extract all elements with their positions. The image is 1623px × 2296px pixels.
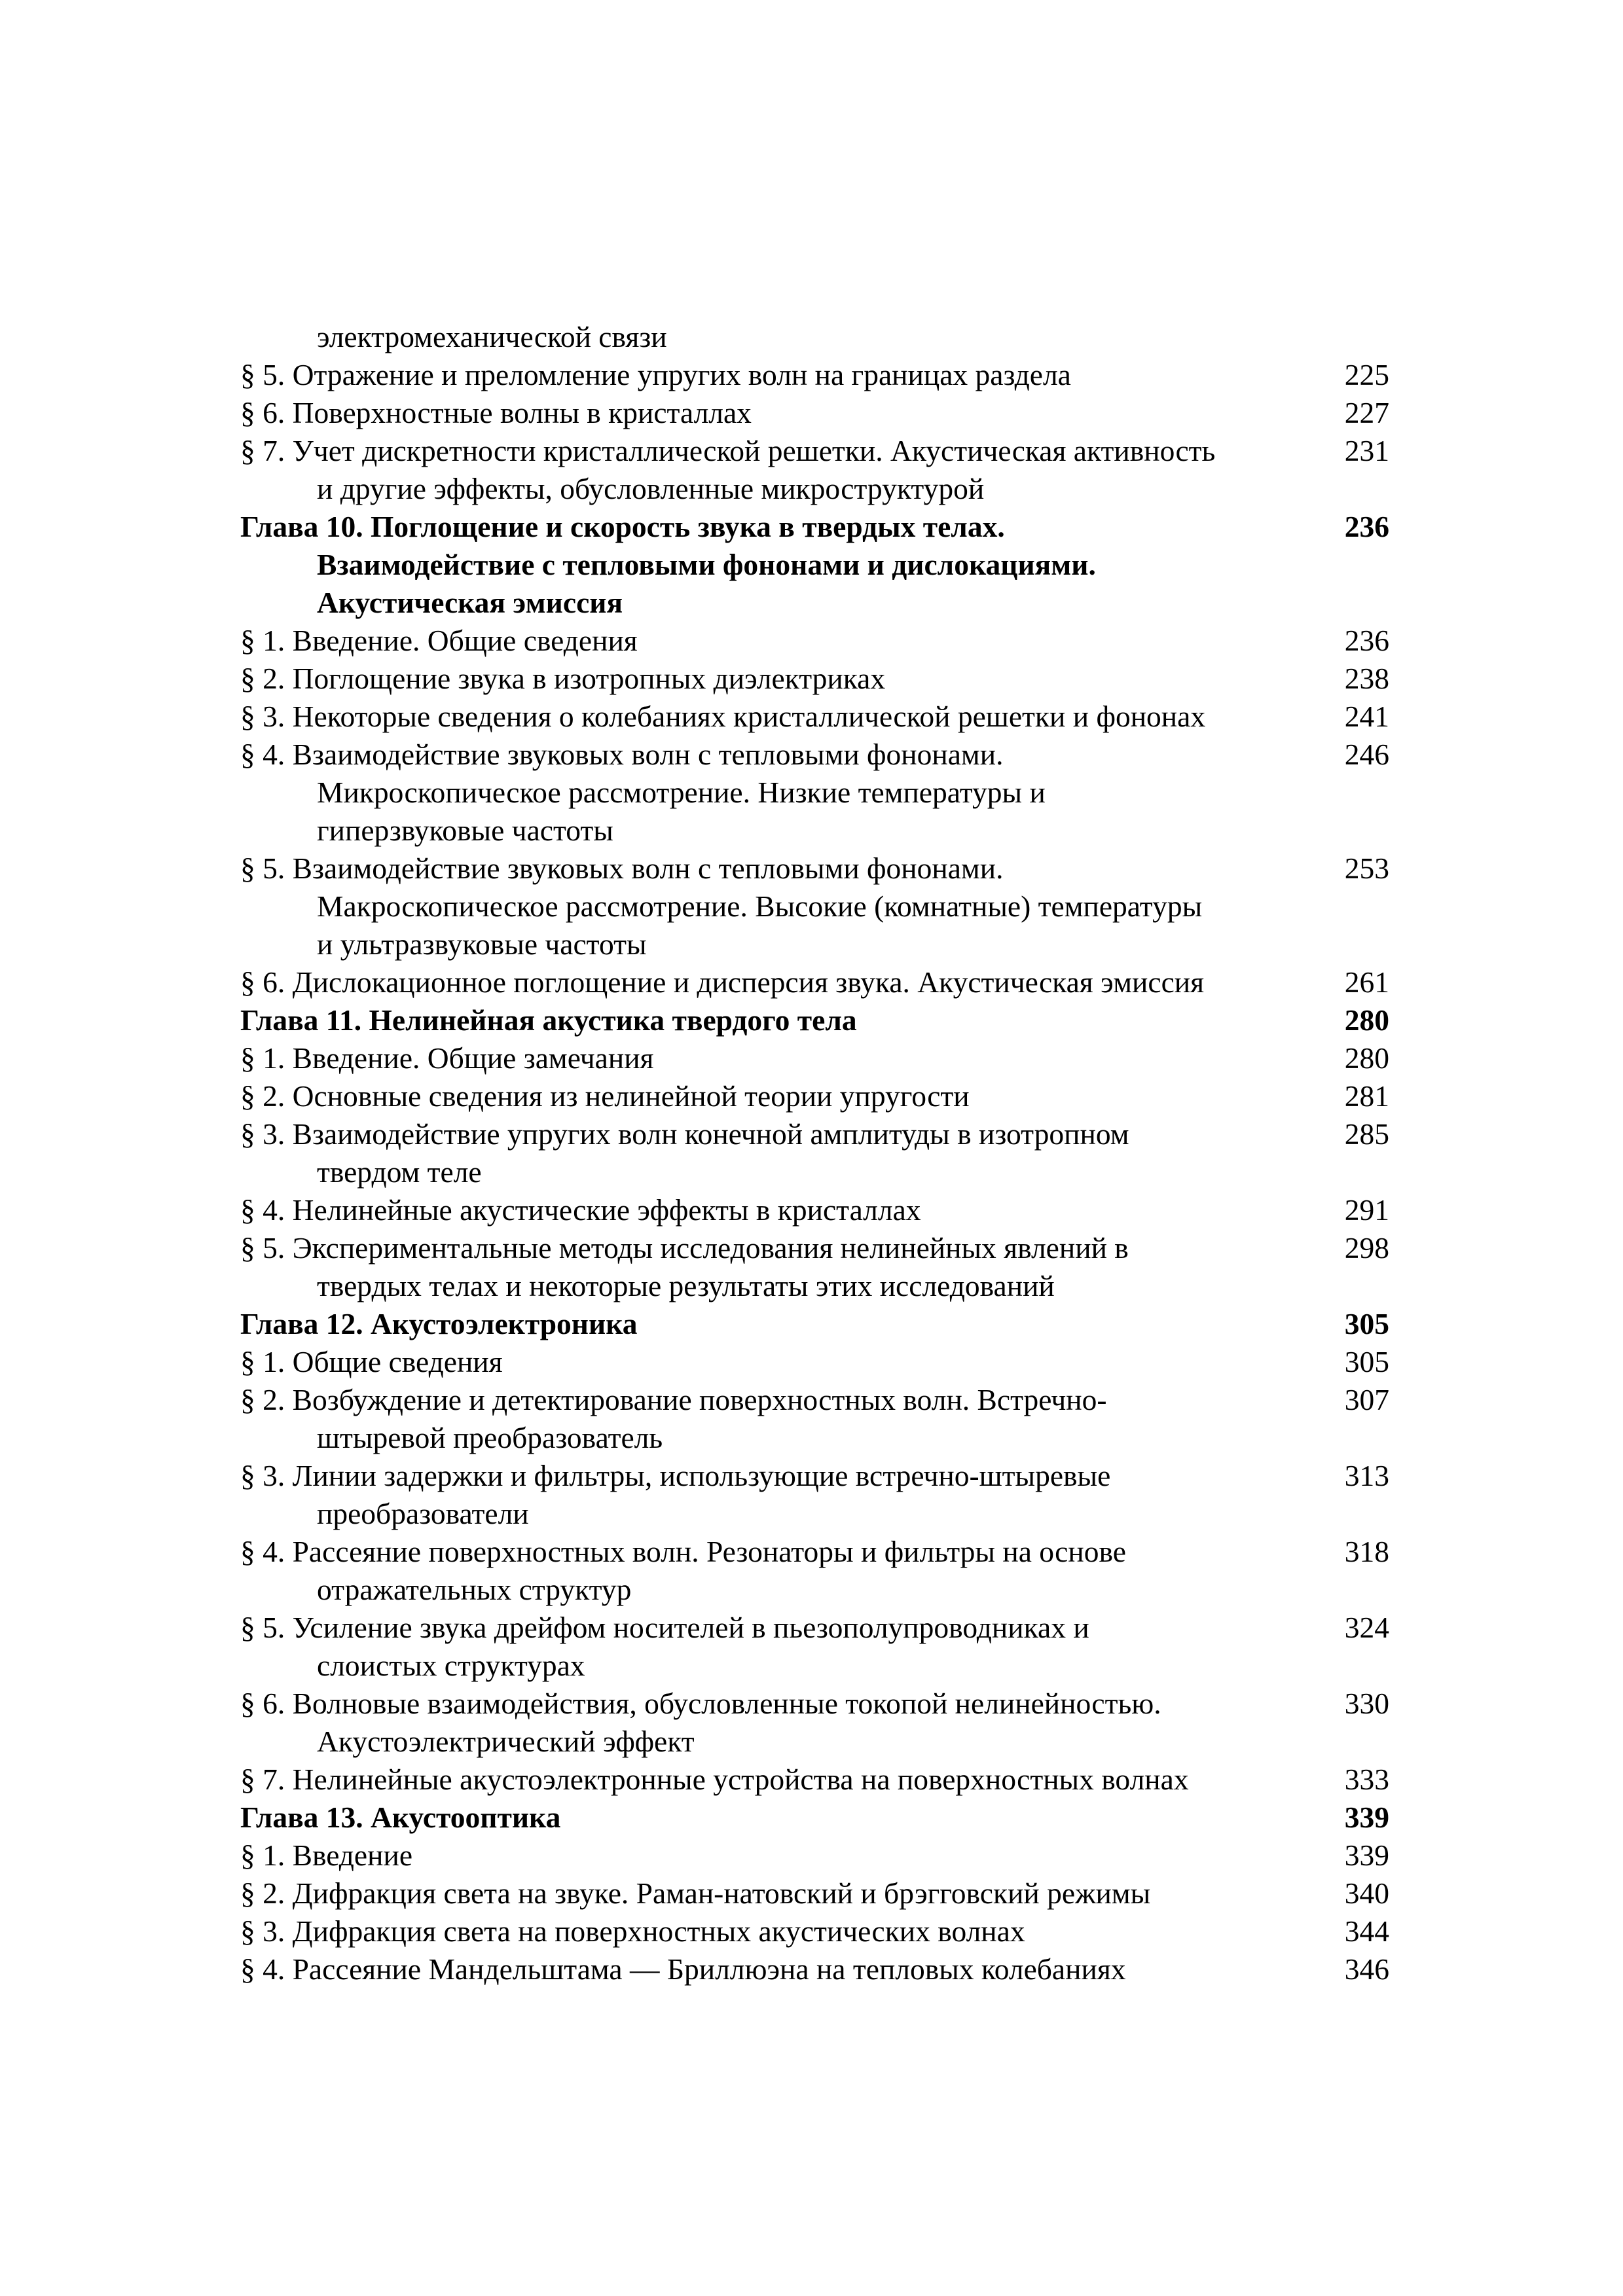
page-number: 236 bbox=[1344, 624, 1389, 657]
entry-title-continuation: твердых телах и некоторые результаты этих исследований bbox=[317, 1269, 1055, 1302]
entry-title: § 4. Рассеяние Мандельштама — Бриллюэна на тепловых колебаниях bbox=[240, 1952, 1126, 1986]
section-entry bbox=[240, 356, 1389, 394]
entry-title: § 1. Введение. Общие сведения bbox=[240, 624, 638, 657]
entry-title-continuation: Акустическая эмиссия bbox=[317, 586, 623, 619]
page-number: 253 bbox=[1344, 852, 1389, 885]
entry-title: § 3. Дифракция света на поверхностных акустических волнах bbox=[240, 1914, 1025, 1948]
section-entry bbox=[240, 1685, 1389, 1761]
entry-title: § 6. Поверхностные волны в кристаллах bbox=[240, 396, 752, 429]
page-number: 339 bbox=[1344, 1801, 1389, 1834]
entry-title-continuation: Акустоэлектрический эффект bbox=[317, 1725, 695, 1758]
page-number: 339 bbox=[1344, 1839, 1389, 1872]
page-number: 313 bbox=[1344, 1459, 1389, 1492]
page-number: 280 bbox=[1344, 1041, 1389, 1075]
page-number: 318 bbox=[1344, 1535, 1389, 1568]
page-number: 285 bbox=[1344, 1117, 1389, 1151]
entry-title: § 5. Экспериментальные методы исследования нелинейных явлений в bbox=[240, 1231, 1129, 1265]
entry-title: § 6. Дислокационное поглощение и дисперсия звука. Акустическая эмиссия bbox=[240, 965, 1205, 999]
page-number: 305 bbox=[1344, 1307, 1389, 1340]
section-entry bbox=[240, 1950, 1389, 1988]
page-number: 330 bbox=[1344, 1687, 1389, 1720]
page-number: 305 bbox=[1344, 1345, 1389, 1378]
page-number: 241 bbox=[1344, 700, 1389, 733]
page-number: 307 bbox=[1344, 1383, 1389, 1416]
page-number: 280 bbox=[1344, 1003, 1389, 1037]
section-entry bbox=[240, 1039, 1389, 1077]
entry-title: § 3. Некоторые сведения о колебаниях кристаллической решетки и фононах bbox=[240, 700, 1206, 733]
section-entry bbox=[240, 622, 1389, 660]
section-entry bbox=[240, 1761, 1389, 1799]
table-of-contents bbox=[240, 318, 1389, 1988]
page-number: 281 bbox=[1344, 1079, 1389, 1113]
page-number: 291 bbox=[1344, 1193, 1389, 1227]
entry-title: § 4. Рассеяние поверхностных волн. Резонаторы и фильтры на основе bbox=[240, 1535, 1126, 1568]
entry-title: § 2. Возбуждение и детектирование поверхностных волн. Встречно- bbox=[240, 1383, 1107, 1416]
entry-title: § 5. Отражение и преломление упругих волн на границах раздела bbox=[240, 358, 1071, 391]
page-number: 261 bbox=[1344, 965, 1389, 999]
entry-title: § 7. Нелинейные акустоэлектронные устройства на поверхностных волнах bbox=[240, 1763, 1189, 1796]
page-number: 238 bbox=[1344, 662, 1389, 695]
entry-title: § 6. Волновые взаимодействия, обусловленные токопой нелинейностью. bbox=[240, 1687, 1161, 1720]
section-entry bbox=[240, 1343, 1389, 1381]
section-entry bbox=[240, 1609, 1389, 1685]
page-number: 333 bbox=[1344, 1763, 1389, 1796]
section-entry bbox=[240, 1229, 1389, 1305]
entry-title-continuation: преобразователи bbox=[317, 1497, 529, 1530]
continuation-line bbox=[240, 318, 1389, 356]
section-entry bbox=[240, 698, 1389, 736]
page-number: 298 bbox=[1344, 1231, 1389, 1265]
entry-title-continuation: отражательных структур bbox=[317, 1573, 632, 1606]
entry-title: § 4. Нелинейные акустические эффекты в кристаллах bbox=[240, 1193, 921, 1227]
section-entry bbox=[240, 1874, 1389, 1912]
entry-title-continuation: твердом теле bbox=[317, 1155, 482, 1189]
entry-title: Глава 11. Нелинейная акустика твердого тела bbox=[240, 1003, 857, 1037]
entry-title: § 3. Взаимодействие упругих волн конечной амплитуды в изотропном bbox=[240, 1117, 1129, 1151]
section-entry bbox=[240, 1115, 1389, 1191]
page-number: 324 bbox=[1344, 1611, 1389, 1644]
section-entry bbox=[240, 1837, 1389, 1874]
entry-title-continuation: гиперзвуковые частоты bbox=[317, 814, 613, 847]
entry-title-continuation: слоистых структурах bbox=[317, 1649, 585, 1682]
page-number: 227 bbox=[1344, 396, 1389, 429]
entry-title-continuation: Микроскопическое рассмотрение. Низкие температуры и bbox=[317, 776, 1046, 809]
entry-title-continuation: Макроскопическое рассмотрение. Высокие (комнатные) температуры bbox=[317, 889, 1203, 923]
entry-title: § 5. Усиление звука дрейфом носителей в пьезополупроводниках и bbox=[240, 1611, 1089, 1644]
section-entry bbox=[240, 1912, 1389, 1950]
section-entry bbox=[240, 850, 1389, 963]
entry-title: Глава 10. Поглощение и скорость звука в твердых телах. bbox=[240, 510, 1005, 543]
section-entry bbox=[240, 1533, 1389, 1609]
page-number: 231 bbox=[1344, 434, 1389, 467]
entry-title: § 3. Линии задержки и фильтры, использующие встречно-штыревые bbox=[240, 1459, 1111, 1492]
chapter-entry bbox=[240, 1001, 1389, 1039]
chapter-entry bbox=[240, 1799, 1389, 1837]
entry-title: § 5. Взаимодействие звуковых волн с тепловыми фононами. bbox=[240, 852, 1004, 885]
entry-title-continuation: и другие эффекты, обусловленные микроструктурой bbox=[317, 472, 985, 505]
section-entry bbox=[240, 394, 1389, 432]
section-entry bbox=[240, 736, 1389, 850]
entry-title-continuation: штыревой преобразователь bbox=[317, 1421, 663, 1454]
section-entry bbox=[240, 963, 1389, 1001]
page-number: 344 bbox=[1344, 1914, 1389, 1948]
page-number: 246 bbox=[1344, 738, 1389, 771]
section-entry bbox=[240, 432, 1389, 508]
section-entry bbox=[240, 1077, 1389, 1115]
entry-title: § 1. Введение bbox=[240, 1839, 413, 1872]
entry-title: § 4. Взаимодействие звуковых волн с тепловыми фононами. bbox=[240, 738, 1004, 771]
page-number: 236 bbox=[1344, 510, 1389, 543]
entry-title: § 2. Основные сведения из нелинейной теории упругости bbox=[240, 1079, 970, 1113]
entry-title-continuation: и ультразвуковые частоты bbox=[317, 927, 647, 961]
section-entry bbox=[240, 1381, 1389, 1457]
entry-title: § 7. Учет дискретности кристаллической решетки. Акустическая активность bbox=[240, 434, 1216, 467]
chapter-entry bbox=[240, 1305, 1389, 1343]
section-entry bbox=[240, 1191, 1389, 1229]
entry-title: § 2. Дифракция света на звуке. Раман-натовский и брэгговский режимы bbox=[240, 1876, 1151, 1910]
section-entry bbox=[240, 1457, 1389, 1533]
entry-title: § 2. Поглощение звука в изотропных диэлектриках bbox=[240, 662, 886, 695]
page-number: 340 bbox=[1344, 1876, 1389, 1910]
entry-title-continuation: электромеханической связи bbox=[317, 320, 667, 353]
entry-title: § 1. Введение. Общие замечания bbox=[240, 1041, 654, 1075]
page-number: 225 bbox=[1344, 358, 1389, 391]
entry-title: Глава 13. Акустооптика bbox=[240, 1801, 561, 1834]
entry-title: Глава 12. Акустоэлектроника bbox=[240, 1307, 638, 1340]
entry-title-continuation: Взаимодействие с тепловыми фононами и дислокациями. bbox=[317, 548, 1096, 581]
section-entry bbox=[240, 660, 1389, 698]
page-number: 346 bbox=[1344, 1952, 1389, 1986]
entry-title: § 1. Общие сведения bbox=[240, 1345, 503, 1378]
chapter-entry bbox=[240, 508, 1389, 622]
